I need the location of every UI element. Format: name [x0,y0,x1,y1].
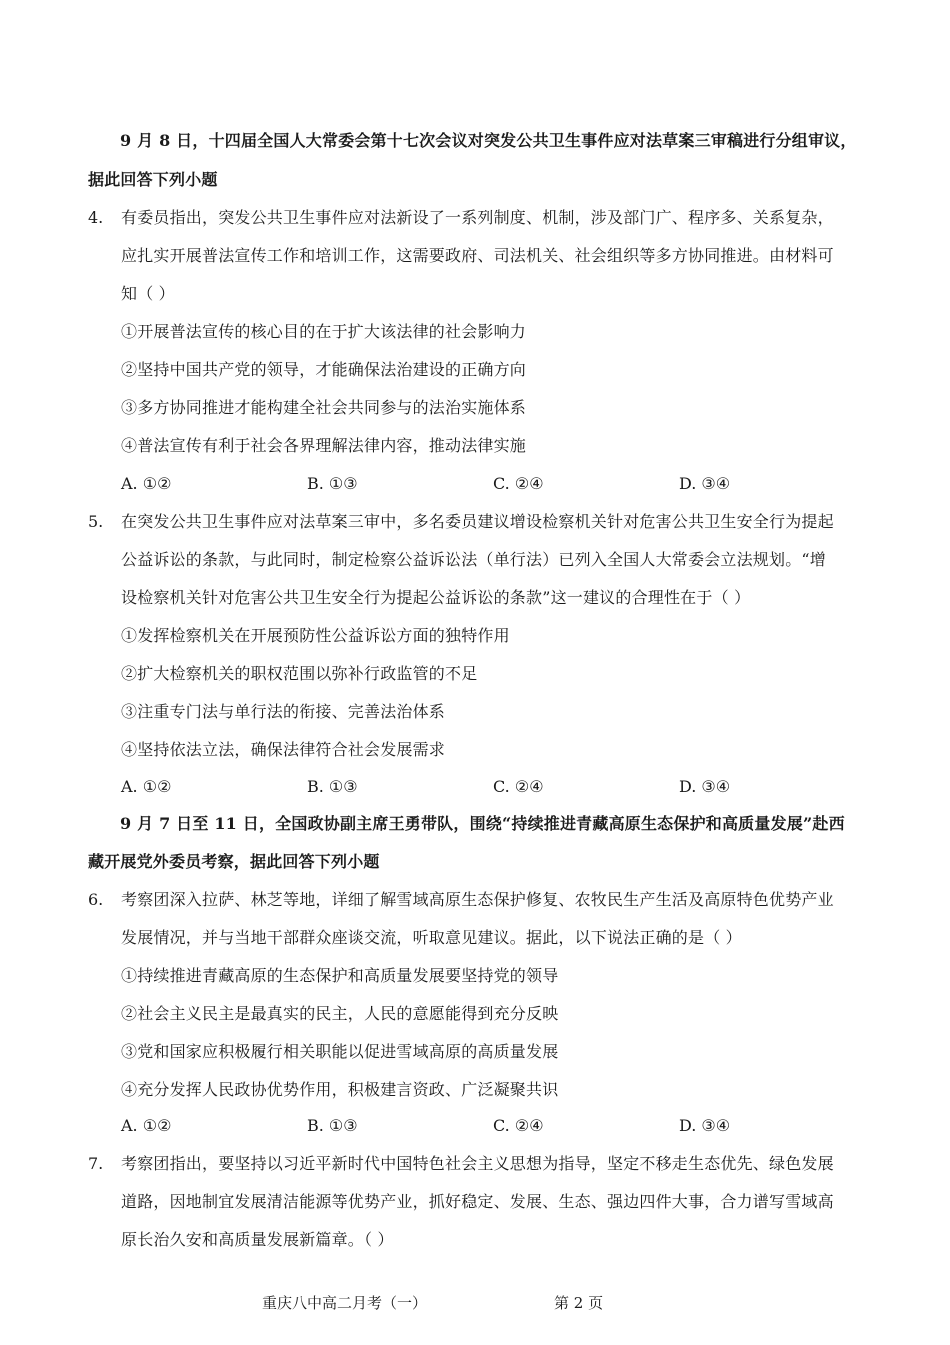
question-7-stem-line-1: 考察团指出，要坚持以习近平新时代中国特色社会主义思想为指导，坚定不移走生态优先、绿色发展 [121,1154,834,1173]
question-5-item-3: ③注重专门法与单行法的衔接、完善法治体系 [121,702,446,721]
footer-school-exam: 重庆八中高二月考（一） [262,1294,428,1312]
question-4-stem-line-2: 应扎实开展普法宣传工作和培训工作，这需要政府、司法机关、社会组织等多方协同推进。由材料可 [121,246,834,265]
question-5-number: 5. [88,512,104,531]
question-6-option-c: C. ②④ [493,1116,544,1135]
question-4-item-4: ④普法宣传有利于社会各界理解法律内容，推动法律实施 [121,436,527,455]
question-7-stem-line-3: 原长治久安和高质量发展新篇章。（ ） [121,1230,394,1249]
question-6-item-1: ①持续推进青藏高原的生态保护和高质量发展要坚持党的领导 [121,966,559,985]
question-5-item-1: ①发挥检察机关在开展预防性公益诉讼方面的独特作用 [121,626,510,645]
intro-2-line-1: 9 月 7 日至 11 日，全国政协副主席王勇带队，围绕“持续推进青藏高原生态保护和高质量发展”赴西 [120,814,845,833]
question-4-option-a: A. ①② [121,474,172,493]
question-5-stem-line-1: 在突发公共卫生事件应对法草案三审中，多名委员建议增设检察机关针对危害公共卫生安全行为提起 [121,512,834,531]
question-4-stem-line-1: 有委员指出，突发公共卫生事件应对法新设了一系列制度、机制，涉及部门广、程序多、关系复杂， [121,208,834,227]
question-6-item-2: ②社会主义民主是最真实的民主，人民的意愿能得到充分反映 [121,1004,559,1023]
question-4-option-d: D. ③④ [679,474,731,493]
intro-1-line-1: 9 月 8 日，十四届全国人大常委会第十七次会议对突发公共卫生事件应对法草案三审稿进行分组审议， [120,131,857,150]
question-5-option-a: A. ①② [121,777,172,796]
question-6-stem-line-2: 发展情况，并与当地干部群众座谈交流，听取意见建议。据此，以下说法正确的是（ ） [121,928,742,947]
question-5-item-2: ②扩大检察机关的职权范围以弥补行政监管的不足 [121,664,478,683]
question-6-number: 6. [88,890,104,909]
question-4-item-3: ③多方协同推进才能构建全社会共同参与的法治实施体系 [121,398,527,417]
intro-2-line-2: 藏开展党外委员考察，据此回答下列小题 [88,852,380,871]
question-5-option-b: B. ①③ [307,777,358,796]
question-5-stem-line-3: 设检察机关针对危害公共卫生安全行为提起公益诉讼的条款”这一建议的合理性在于（ ） [121,588,751,607]
footer-page-number: 第 2 页 [554,1294,604,1312]
question-5-option-c: C. ②④ [493,777,544,796]
question-5-stem-line-2: 公益诉讼的条款，与此同时，制定检察公益诉讼法（单行法）已列入全国人大常委会立法规划。“增 [121,550,826,569]
question-4-option-c: C. ②④ [493,474,544,493]
question-6-item-3: ③党和国家应积极履行相关职能以促进雪域高原的高质量发展 [121,1042,559,1061]
question-6-option-a: A. ①② [121,1116,172,1135]
question-6-stem-line-1: 考察团深入拉萨、林芝等地，详细了解雪域高原生态保护修复、农牧民生产生活及高原特色优势产业 [121,890,834,909]
question-4-number: 4. [88,208,104,227]
intro-1-line-2: 据此回答下列小题 [88,170,218,189]
question-5-item-4: ④坚持依法立法，确保法律符合社会发展需求 [121,740,446,759]
question-4-item-2: ②坚持中国共产党的领导，才能确保法治建设的正确方向 [121,360,527,379]
question-6-option-d: D. ③④ [679,1116,731,1135]
question-4-option-b: B. ①③ [307,474,358,493]
question-4-stem-line-3: 知（ ） [121,284,175,303]
question-7-stem-line-2: 道路，因地制宜发展清洁能源等优势产业，抓好稳定、发展、生态、强边四件大事，合力谱写雪域高 [121,1192,834,1211]
question-7-number: 7. [88,1154,104,1173]
question-6-item-4: ④充分发挥人民政协优势作用，积极建言资政、广泛凝聚共识 [121,1080,559,1099]
question-6-option-b: B. ①③ [307,1116,358,1135]
question-4-item-1: ①开展普法宣传的核心目的在于扩大该法律的社会影响力 [121,322,527,341]
question-5-option-d: D. ③④ [679,777,731,796]
